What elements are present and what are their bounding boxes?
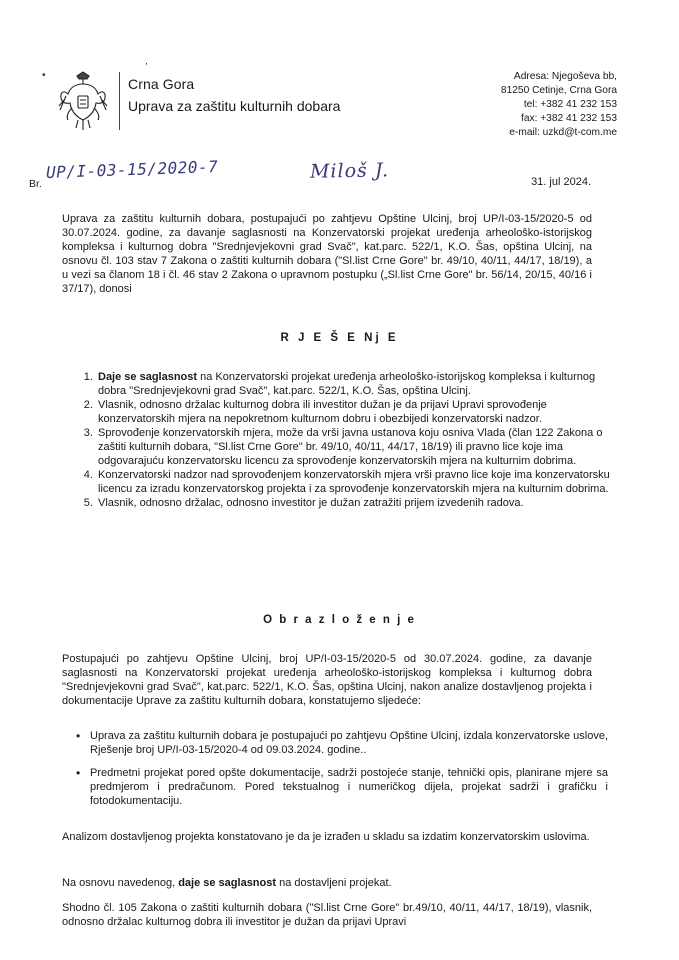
final-paragraph: Shodno čl. 105 Zakona o zaštiti kulturnih dobara ("Sl.list Crne Gore" br.49/10, 40/11, 44/17, 18/19), vlasnik, odnosno držalac kulturnog dobra ili investitor je dužan da prijavi Upravi (62, 902, 592, 928)
org-country: Crna Gora (128, 76, 195, 92)
phone-line: tel: +382 41 232 153 (523, 99, 617, 110)
address-line: Adresa: Njegoševa bb, (513, 71, 617, 82)
decision-item-text: Konzervatorski nadzor nad sprovođenjem konzervatorskih mjera vrši pravno lice koje ima konzervatorsku licencu za izradu konzervatorskog projekta i za sprovođenje konzervatorskih mjera na kulturnim dobrima. (98, 469, 610, 495)
basis-text-end: na dostavljeni projekat. (276, 877, 392, 889)
decision-item-text: na Konzervatorski projekat uređenja arheološko-istorijskog kompleksa i kulturnog dobra "Srednjevjekovni grad Svač", kat.parc. 522/1, K.O. Šas, opština Ulcinj. (98, 371, 596, 397)
reasoning-bullet: • Uprava za zaštitu kulturnih dobara je postupajući po zahtjevu Opštine Ulcinj, izdala konzervatorske uslove, Rješenje broj UP/I-03-15/2020-4 od 09.03.2024. godine.. (90, 729, 608, 757)
address-block (501, 70, 617, 140)
email-line: e-mail: uzkd@t-com.me (509, 127, 617, 138)
decision-item-text: Vlasnik, odnosno držalac kulturnog dobra ili investitor dužan je da prijavi Upravi sprovođenje konzervatorskih mjera na nepokretnom kulturnom dobru i obezbijedi konzervatorski nadzor. (98, 399, 547, 425)
decision-item (96, 468, 612, 496)
scan-mark: • (42, 70, 46, 81)
handwritten-name: Miloš J. (309, 159, 390, 183)
basis-paragraph (62, 876, 592, 890)
address-line: 81250 Cetinje, Crna Gora (500, 85, 617, 96)
intro-paragraph: Uprava za zaštitu kulturnih dobara, postupajući po zahtjevu Opštine Ulcinj, broj UP/I-03-15/2020-5 od 30.07.2024. godine, za davanje saglasnosti na Konzervatorski projekat uređenja arheološko-istorijskog kompleksa i kulturnog dobra "Srednjevjekovni grad Svač", kat.parc. 522/1, K.O. Šas, opština Ulcinj, na osnovu čl. 103 stav 7 Zakona o zaštiti kulturnih dobara ("Sl.list Crne Gore" br. 49/10, 40/11, 44/17, 18/19), a u vezi sa članom 18 i čl. 46 stav 2 Zakona o upravnom postupku („Sl.list Crne Gore" br. 56/14, 20/15, 40/16 i 37/17), donosi (62, 213, 592, 295)
decision-list (76, 370, 612, 510)
handwritten-reference-number: UP/I-03-15/2020-7 (45, 156, 219, 182)
decision-item-text: Sprovođenje konzervatorskih mjera, može da vrši javna ustanova koju osniva Vlada (član 122 Zakona o zaštiti kulturnih dobara, "Sl.list Crne Gore" br. 49/10, 40/11, 44/17, 18/19) ili pravno lice koje ima odgovarajuću konzervatorsku licencu za sprovođenje konzervatorskih mjera na kulturnim dobrima. (98, 427, 603, 467)
fax-line: fax: +382 41 232 153 (520, 113, 617, 124)
reference-label: Br. (29, 178, 42, 190)
header-divider (119, 72, 120, 130)
document-date: 31. jul 2024. (531, 176, 591, 188)
basis-text: Na osnovu navedenog, (62, 877, 179, 889)
decision-item (96, 370, 612, 398)
decision-item-bold: Daje se saglasnost (98, 371, 198, 383)
basis-bold: daje se saglasnost (178, 877, 277, 889)
org-name: Uprava za zaštitu kulturnih dobara (128, 98, 341, 114)
decision-item (96, 426, 612, 468)
reasoning-bullets (74, 729, 608, 817)
reasoning-paragraph: Postupajući po zahtjevu Opštine Ulcinj, broj UP/I-03-15/2020-5 od 30.07.2024. godine, za davanje saglasnosti na Konzervatorski projekat uređenja arheološko-istorijskog kompleksa i kulturnog dobra "Srednjevjekovni grad Svač", kat.parc. 522/1, K.O. Šas, opština Ulcinj, nakon analize dostavljenog projekta i dokumentacije Uprave za zaštitu kulturnih dobara, konstatujemo sljedeće: (62, 653, 592, 707)
scan-mark: , (145, 56, 148, 67)
decision-item (96, 496, 612, 510)
decision-title: R J E Š E Nj E (280, 332, 399, 344)
reasoning-bullet: • Predmetni projekat pored opšte dokumentacije, sadrži postojeće stanje, tehnički opis, planirane mjere sa predmjerom i predračunom. Pored tekstualnog i numeričkog dijela, projekat sadrži i grafičku i fotodokumentaciju. (90, 766, 608, 808)
decision-item (96, 398, 612, 426)
reasoning-title: O b r a z l o ž e n j e (263, 614, 416, 626)
analysis-paragraph: Analizom dostavljenog projekta konstatovano je da je izrađen u skladu sa izdatim konzervatorskim uslovima. (62, 831, 590, 843)
decision-item-text: Vlasnik, odnosno držalac, odnosno investitor je dužan zatražiti prijem izvedenih radova. (98, 497, 524, 509)
montenegro-coat-of-arms-icon (58, 70, 108, 132)
